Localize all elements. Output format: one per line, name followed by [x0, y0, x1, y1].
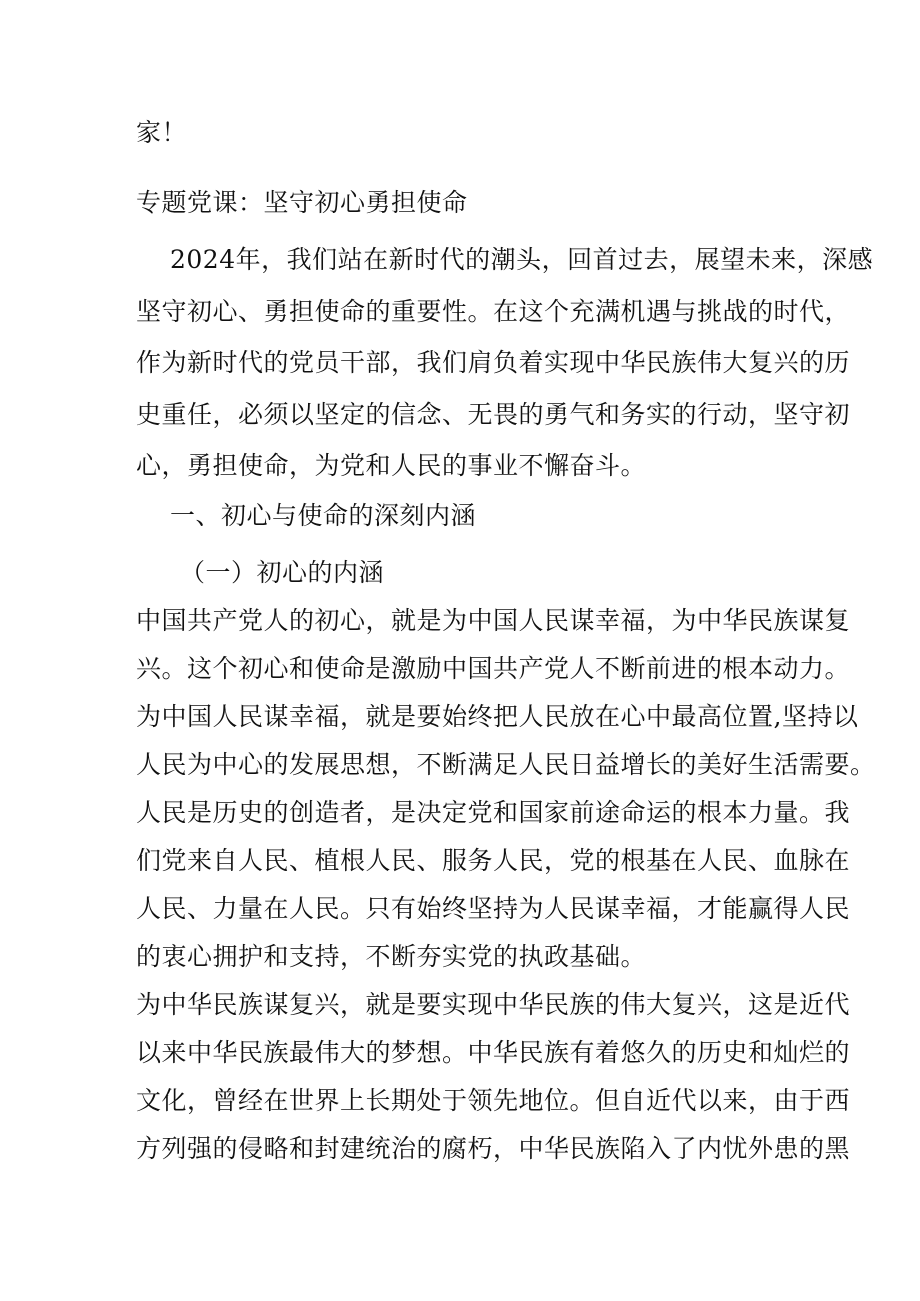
paragraph-line: 心，勇担使命，为党和人民的事业不懈奋斗。	[136, 451, 647, 480]
subsection-heading: （一）初心的内涵	[180, 558, 385, 587]
carryover-text: 家！	[136, 118, 188, 147]
paragraph-line: 兴。这个初心和使命是激励中国共产党人不断前进的根本动力。	[136, 654, 851, 683]
paragraph-line: 人民、力量在人民。只有始终坚持为人民谋幸福，才能赢得人民	[136, 894, 851, 923]
paragraph-line: 文化，曾经在世界上长期处于领先地位。但自近代以来，由于西	[136, 1086, 851, 1115]
paragraph-line: 中国共产党人的初心，就是为中国人民谋幸福，为中华民族谋复	[136, 606, 851, 635]
paragraph-line: 史重任，必须以坚定的信念、无畏的勇气和务实的行动，坚守初	[136, 400, 851, 429]
paragraph-line: 作为新时代的党员干部，我们肩负着实现中华民族伟大复兴的历	[136, 348, 851, 377]
paragraph-line: 人民为中心的发展思想，不断满足人民日益增长的美好生活需要。	[136, 750, 876, 779]
paragraph-line: 为中国人民谋幸福，就是要始终把人民放在心中最高位置,坚持以	[136, 702, 859, 731]
section-heading: 一、初心与使命的深刻内涵	[170, 501, 477, 530]
paragraph-line: 以来中华民族最伟大的梦想。中华民族有着悠久的历史和灿烂的	[136, 1038, 851, 1067]
paragraph-line: 人民是历史的创造者，是决定党和国家前途命运的根本力量。我	[136, 798, 851, 827]
paragraph-line: 方列强的侵略和封建统治的腐朽，中华民族陷入了内忧外患的黑	[136, 1134, 851, 1163]
paragraph-line: 为中华民族谋复兴，就是要实现中华民族的伟大复兴，这是近代	[136, 990, 851, 1019]
document-title: 专题党课：坚守初心勇担使命	[136, 188, 468, 217]
paragraph-line: 们党来自人民、植根人民、服务人民，党的根基在人民、血脉在	[136, 846, 851, 875]
paragraph-line: 坚守初心、勇担使命的重要性。在这个充满机遇与挑战的时代，	[136, 297, 851, 326]
paragraph-line: 的衷心拥护和支持，不断夯实党的执政基础。	[136, 942, 647, 971]
paragraph-line: 2024年，我们站在新时代的潮头，回首过去，展望未来，深感	[170, 245, 874, 274]
